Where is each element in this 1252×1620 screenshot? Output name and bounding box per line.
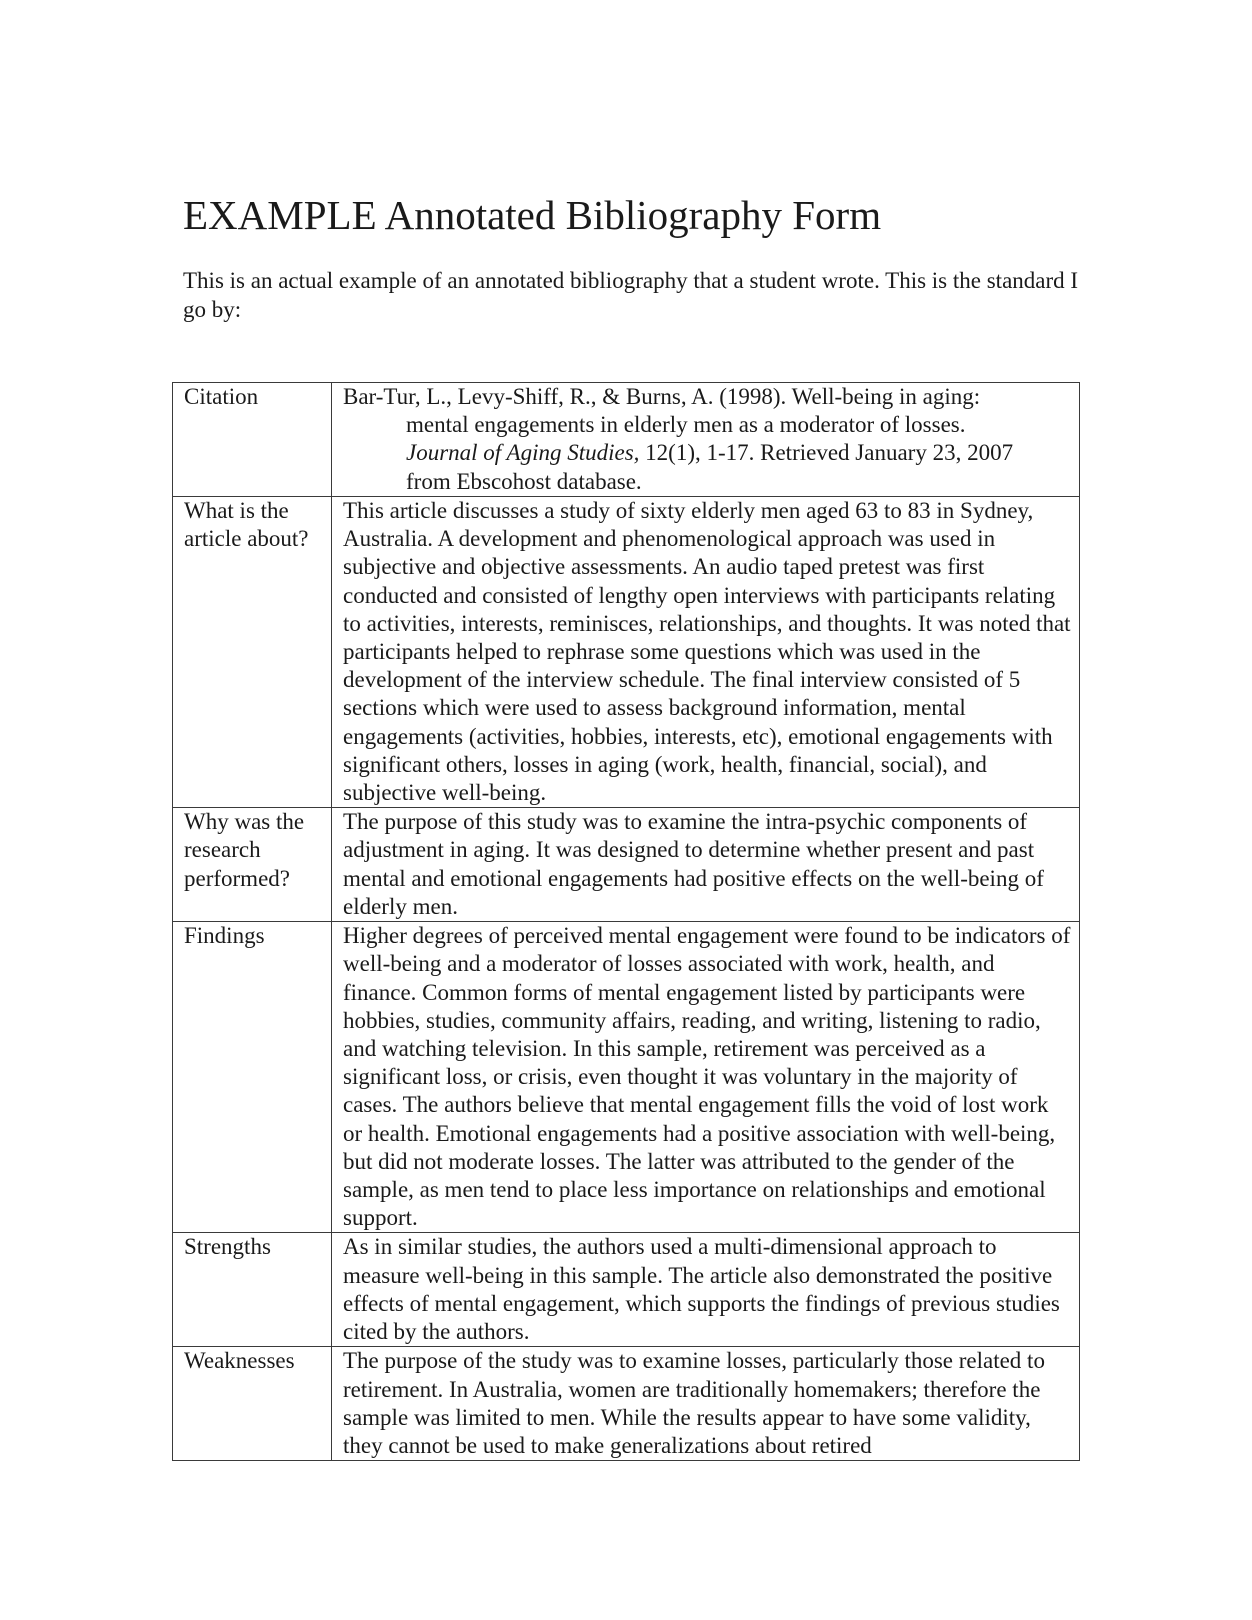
citation-journal-line xyxy=(343,439,1071,467)
citation-hang-line: mental engagements in elderly men as a moderator of losses. xyxy=(406,412,966,438)
row-label: Citation xyxy=(173,383,332,497)
strengths-cell: As in similar studies, the authors used a multi-dimensional approach to measure well-being in this sample. The article also demonstrated the positive effects of mental engagement, which supports the findings of previous studies cited by the authors. xyxy=(332,1233,1080,1347)
page-title: EXAMPLE Annotated Bibliography Form xyxy=(183,192,882,238)
findings-cell: Higher degrees of perceived mental engagement were found to be indicators of well-being and a moderator of losses associated with work, health, and finance. Common forms of mental engagement listed by participants were hobbies, studies, community affairs, reading, and writing, listening to radio, and watching television. In this sample, retirement was perceived as a significant loss, or crisis, even thought it was voluntary in the majority of cases. The authors believe that mental engagement fills the void of lost work or health. Emotional engagements had a positive association with well-being, but did not moderate losses. The latter was attributed to the gender of the sample, as men tend to place less importance on relationships and emotional support. xyxy=(332,922,1080,1233)
table-row-why xyxy=(173,808,1080,922)
about-cell: This article discusses a study of sixty elderly men aged 63 to 83 in Sydney, Australia. A development and phenomenological approach was used in subjective and objective assessments. An audio taped pretest was first conducted and consisted of lengthy open interviews with participants relating to activities, interests, reminisces, relationships, and thoughts. It was noted that participants helped to rephrase some questions which was used in the development of the interview schedule. The final interview consisted of 5 sections which were used to assess background information, mental engagements (activities, hobbies, interests, etc), emotional engagements with significant others, losses in aging (work, health, financial, social), and subjective well-being. xyxy=(332,497,1080,808)
table-row-about xyxy=(173,497,1080,808)
table-row-findings xyxy=(173,922,1080,1233)
weaknesses-cell: The purpose of the study was to examine losses, particularly those related to retirement. In Australia, women are traditionally homemakers; therefore the sample was limited to men. While the results appear to have some validity, they cannot be used to make generalizations about retired xyxy=(332,1347,1080,1461)
row-label: Strengths xyxy=(173,1233,332,1347)
citation-first-line: Bar-Tur, L., Levy-Shiff, R., & Burns, A. (1998). Well-being in aging: xyxy=(343,384,981,409)
row-label: Weaknesses xyxy=(173,1347,332,1461)
citation-source-line: from Ebscohost database. xyxy=(406,468,642,494)
row-label: Findings xyxy=(173,922,332,1233)
intro-text: This is an actual example of an annotated bibliography that a student wrote. This is the standard I go by: xyxy=(183,268,1079,322)
table-row-strengths xyxy=(173,1233,1080,1347)
row-label: What is the article about? xyxy=(173,497,332,808)
citation-cell xyxy=(332,383,1080,497)
why-cell: The purpose of this study was to examine the intra-psychic components of adjustment in aging. It was designed to determine whether present and past mental and emotional engagements had positive effects on the well-being of elderly men. xyxy=(332,808,1080,922)
row-label: Why was the research performed? xyxy=(173,808,332,922)
table-row-weaknesses xyxy=(173,1347,1080,1461)
journal-title: Journal of Aging Studies, xyxy=(406,440,640,466)
table-row-citation xyxy=(173,383,1080,497)
journal-details: 12(1), 1-17. Retrieved January 23, 2007 xyxy=(639,440,1014,466)
bibliography-table xyxy=(172,382,1080,1461)
